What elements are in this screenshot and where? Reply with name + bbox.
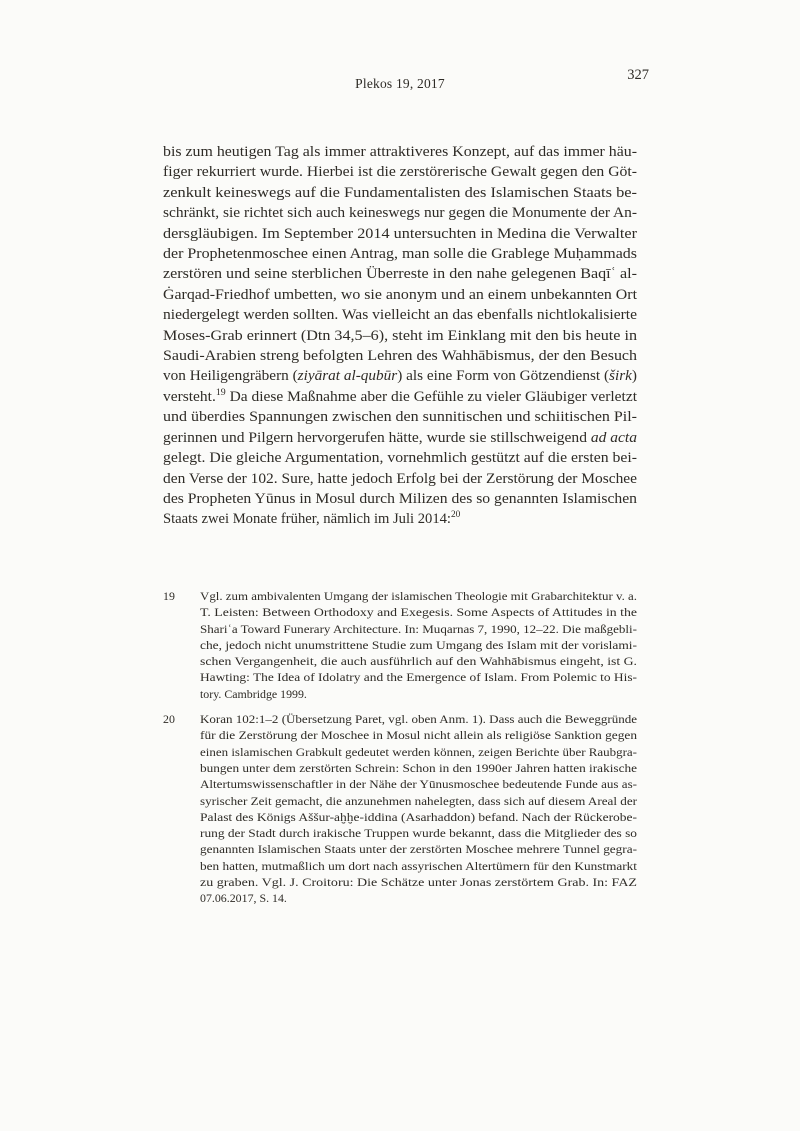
footnote-line [200, 890, 637, 906]
line-content [163, 346, 637, 366]
body-line [163, 407, 637, 427]
line-content [163, 264, 637, 284]
line-content [200, 637, 637, 653]
text-segment: und überdies Spannungen zwischen den sunnitischen und schiitischen Pil- [163, 409, 637, 426]
text-segment: von Heiligengräbern ( [163, 368, 298, 385]
body-line [163, 244, 637, 264]
text-segment: Palast des Königs Aššur-aḫḫe-iddina (Asarhaddon) befand. Nach der Rückerobe- [200, 809, 637, 824]
line-content [200, 793, 637, 809]
footnote-line [200, 825, 637, 841]
line-content [200, 825, 637, 841]
line-content [163, 203, 637, 223]
line-content [200, 890, 287, 906]
line-content [200, 776, 637, 792]
line-content [163, 285, 637, 305]
line-content [200, 604, 637, 620]
text-segment: einen islamischen Grabkult gedeutet werden können, zeigen Berichte über Raubgra- [200, 744, 637, 759]
footnote-line [200, 604, 637, 620]
line-content [163, 428, 637, 448]
footnote-text [200, 711, 637, 907]
body-line [163, 305, 637, 325]
line-content [163, 183, 637, 203]
text-segment: Moses-Grab erinnert (Dtn 34,5–6), steht im Einklang mit den bis heute in [163, 327, 637, 344]
footnote-line [200, 793, 637, 809]
text-segment: für die Zerstörung der Moschee in Mosul nicht allein als religiöse Sanktion gegen [200, 728, 637, 743]
footnote-line [200, 841, 637, 857]
line-content [200, 621, 637, 637]
text-segment: gelegt. Die gleiche Argumentation, vornehmlich gestützt auf die ersten bei- [163, 450, 637, 467]
text-segment: zerstören und seine sterblichen Überreste in den nahe gelegenen Baqīʿ al- [163, 266, 637, 283]
text-segment: tory. Cambridge 1999. [200, 686, 307, 701]
body-line [163, 509, 637, 529]
body-line [163, 428, 637, 448]
text-segment: Vgl. zum ambivalenten Umgang der islamischen Theologie mit Grabarchitektur v. a. [200, 589, 637, 603]
line-content [163, 162, 637, 182]
body-line [163, 326, 637, 346]
footnote-line [200, 858, 637, 874]
body-line [163, 224, 637, 244]
footnote-line [200, 588, 637, 604]
footnote-line [200, 711, 637, 727]
text-segment: schränkt, sie richtet sich auch keineswegs nur gegen die Monumente der An- [163, 205, 637, 222]
text-segment: Staats zwei Monate früher, nämlich im Juli 2014: [163, 511, 451, 528]
body-line [163, 162, 637, 182]
body-line [163, 346, 637, 366]
main-text-block [163, 142, 637, 530]
line-content [163, 469, 637, 489]
italic-text-segment: širk [609, 368, 632, 385]
body-line [163, 469, 637, 489]
body-line [163, 448, 637, 468]
text-segment: Hawting: The Idea of Idolatry and the Emergence of Islam. From Polemic to His- [200, 670, 637, 685]
text-segment: Altertumswissenschaftler in der Nähe der Yūnusmoschee bedeutende Funde aus as- [200, 777, 637, 792]
text-segment: Ġarqad-Friedhof umbetten, wo sie anonym und an einem unbekannten Ort [163, 286, 637, 303]
journal-running-title: Plekos 19, 2017 [355, 76, 445, 91]
text-segment: figer rekurriert wurde. Hierbei ist die zerstörerische Gewalt gegen den Göt- [163, 164, 637, 181]
italic-text-segment: ad acta [590, 429, 637, 446]
line-content [200, 653, 637, 669]
footnote-line [200, 727, 637, 743]
line-content [200, 727, 637, 743]
line-content [200, 711, 637, 727]
body-line [163, 264, 637, 284]
footnote-number: 20 [163, 712, 175, 727]
footnote-line [200, 874, 637, 890]
line-content [163, 407, 637, 427]
text-segment: 07.06.2017, S. 14. [200, 891, 287, 906]
text-segment: che, jedoch nicht unumstrittene Studie zum Umgang des Islam mit der vorislami- [200, 637, 637, 652]
footnote-line [200, 637, 637, 653]
line-content [163, 387, 637, 407]
line-content [163, 366, 637, 386]
line-content [163, 305, 637, 325]
footnote-line [200, 669, 637, 685]
body-line [163, 183, 637, 203]
line-content [163, 509, 460, 529]
text-segment: genannten Islamischen Staats unter der zerstörten Moschee mehrere Tunnel gegra- [200, 842, 637, 857]
text-segment: zu graben. Vgl. J. Croitoru: Die Schätze unter Jonas zerstörtem Grab. In: FAZ [200, 875, 637, 890]
text-segment: Saudi-Arabien streng befolgten Lehren des Wahhābismus, der den Besuch [163, 348, 637, 365]
line-content [200, 874, 637, 890]
footnote-19 [163, 588, 637, 702]
text-segment: gerinnen und Pilgern hervorgerufen hätte, wurde sie stillschweigend [163, 429, 591, 446]
text-segment: ) [631, 368, 637, 385]
body-line [163, 142, 637, 162]
footnote-line [200, 760, 637, 776]
text-segment: rung der Stadt durch irakische Truppen wurde bekannt, dass die Mitglieder des so [200, 826, 637, 841]
body-line [163, 203, 637, 223]
body-line [163, 285, 637, 305]
text-segment: bungen unter dem zerstörten Schrein: Schon in den 1990er Jahren hatten irakische [200, 760, 637, 775]
line-content [200, 669, 637, 685]
text-segment: ) als eine Form von Götzendienst ( [397, 368, 610, 385]
text-segment: der Prophetenmoschee einen Antrag, man solle die Grablege Muḥammads [163, 246, 637, 263]
footnote-20 [163, 711, 637, 907]
footnote-marker: 19 [215, 388, 226, 399]
text-segment: Shariʿa Toward Funerary Architecture. In: Muqarnas 7, 1990, 12–22. Die maßgebli- [200, 621, 637, 636]
footnote-line [200, 744, 637, 760]
line-content [163, 448, 637, 468]
line-content [163, 326, 637, 346]
line-content [200, 760, 637, 776]
line-content [163, 224, 637, 244]
text-segment: Koran 102:1–2 (Übersetzung Paret, vgl. oben Anm. 1). Dass auch die Beweggründe [200, 712, 637, 727]
text-segment: niedergelegt werden sollten. Was vielleicht an das ebenfalls nichtlokalisierte [163, 307, 637, 324]
italic-text-segment: ziyārat al-qubūr [297, 368, 398, 385]
footnotes-section [163, 588, 637, 916]
body-line [163, 489, 637, 509]
text-segment: den Verse der 102. Sure, hatte jedoch Erfolg bei der Zerstörung der Moschee [163, 470, 637, 487]
text-segment: zenkult keineswegs auf die Fundamentalisten des Islamischen Staats be- [163, 184, 637, 201]
line-content [200, 858, 637, 874]
footnote-text [200, 588, 637, 702]
line-content [200, 744, 637, 760]
text-segment: versteht. [163, 388, 216, 405]
line-content [200, 809, 637, 825]
line-content [163, 489, 637, 509]
body-line [163, 387, 637, 407]
text-segment: des Propheten Yūnus in Mosul durch Milizen des so genannten Islamischen [163, 490, 637, 507]
footnote-line [200, 809, 637, 825]
line-content [200, 588, 637, 604]
line-content [200, 841, 637, 857]
text-segment: syrischer Zeit gemacht, die anzunehmen nahelegten, dass sich auf diesem Areal der [200, 793, 637, 808]
footnote-marker: 20 [450, 510, 461, 521]
line-content [163, 142, 637, 162]
text-segment: bis zum heutigen Tag als immer attraktiveres Konzept, auf das immer häu- [163, 144, 637, 160]
footnote-line [200, 621, 637, 637]
footnote-number: 19 [163, 589, 175, 603]
text-segment: schen Vergangenheit, die auch ausführlich auf den Wahhābismus eingeht, ist G. [200, 654, 637, 669]
page-number: 327 [627, 67, 649, 83]
line-content [163, 244, 637, 264]
footnote-line [200, 653, 637, 669]
body-line [163, 366, 637, 386]
text-segment: ben hatten, mutmaßlich um dort nach assyrischen Altertümern für den Kunstmarkt [200, 858, 637, 873]
text-segment: Da diese Maßnahme aber die Gefühle zu vieler Gläubiger verletzt [225, 388, 638, 405]
page-header [163, 67, 649, 92]
text-segment: T. Leisten: Between Orthodoxy and Exegesis. Some Aspects of Attitudes in the [200, 605, 637, 620]
footnote-line [200, 686, 637, 702]
footnote-line [200, 776, 637, 792]
line-content [200, 686, 307, 702]
text-segment: dersgläubigen. Im September 2014 untersuchten in Medina die Verwalter [163, 225, 637, 242]
